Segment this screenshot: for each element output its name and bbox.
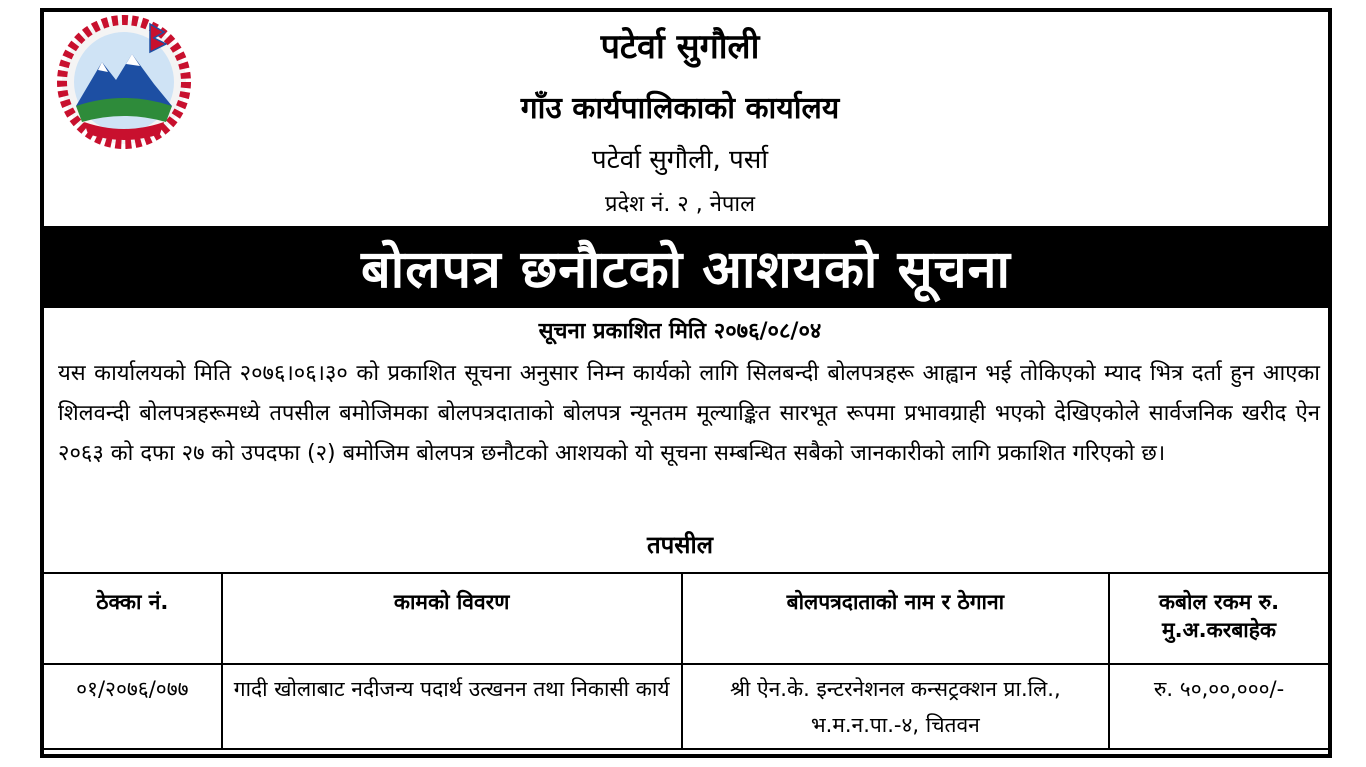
details-heading: तपसील [646,531,714,559]
header-contract-number: ठेक्का नं. [43,573,222,664]
municipality-title: पटेर्वा सुगौली [600,27,760,67]
header-bid-amount: कबोल रकम रु. मु.अ.करबाहेक [1109,573,1329,664]
header-bidder-name-address: बोलपत्रदाताको नाम र ठेगाना [682,573,1109,664]
notice-body: यस कार्यालयको मिति २०७६।०६।३० को प्रकाशित सूचना अनुसार निम्न कार्यको लागि सिलबन्दी बोलपत्रहरू आह्वान भई तोकिएको म्याद भित्र दर्ता हुन आएका शिलवन्दी बोलपत्रहरूमध्ये तपसील बमोजिमका बोलपत्रदाताको बोलपत्र न्यूनतम मूल्याङ्कित सारभूत रूपमा प्रभावग्राही भएको देखिएकोले सार्वजनिक खरीद ऐन २०६३ को दफा २७ को उपदफा (२) बमोजिम बोलपत्र छनौटको आशयको यो सूचना सम्बन्धित सबैको जानकारीको लागि प्रकाशित गरिएको छ। [58,361,1320,466]
notice-banner [44,226,1328,308]
nepal-government-emblem-icon [54,14,194,154]
table-row [43,664,1329,749]
province-line: प्रदेश नं. २ , नेपाल [604,192,756,217]
cell-bidder-name-address: श्री ऐन.के. इन्टरनेशनल कन्सट्रक्शन प्रा.लि., भ.म.न.पा.-४, चितवन [682,664,1109,749]
office-address: पटेर्वा सुगौली, पर्सा [591,145,769,175]
office-name: गाँउ कार्यपालिकाको कार्यालय [520,91,840,126]
cell-work-description: गादी खोलाबाट नदीजन्य पदार्थ उत्खनन तथा निकासी कार्य [222,664,682,749]
table-header-row [43,573,1329,664]
header-work-description: कामको विवरण [222,573,682,664]
published-date: सूचना प्रकाशित मिति २०७६/०८/०४ [538,319,822,344]
banner-title: बोलपत्र छनौटको आशयको सूचना [361,239,1011,300]
cell-contract-number: ०१/२०७६/०७७ [43,664,222,749]
contract-table [42,572,1330,750]
cell-bid-amount: रु. ५०,००,०००/- [1109,664,1329,749]
